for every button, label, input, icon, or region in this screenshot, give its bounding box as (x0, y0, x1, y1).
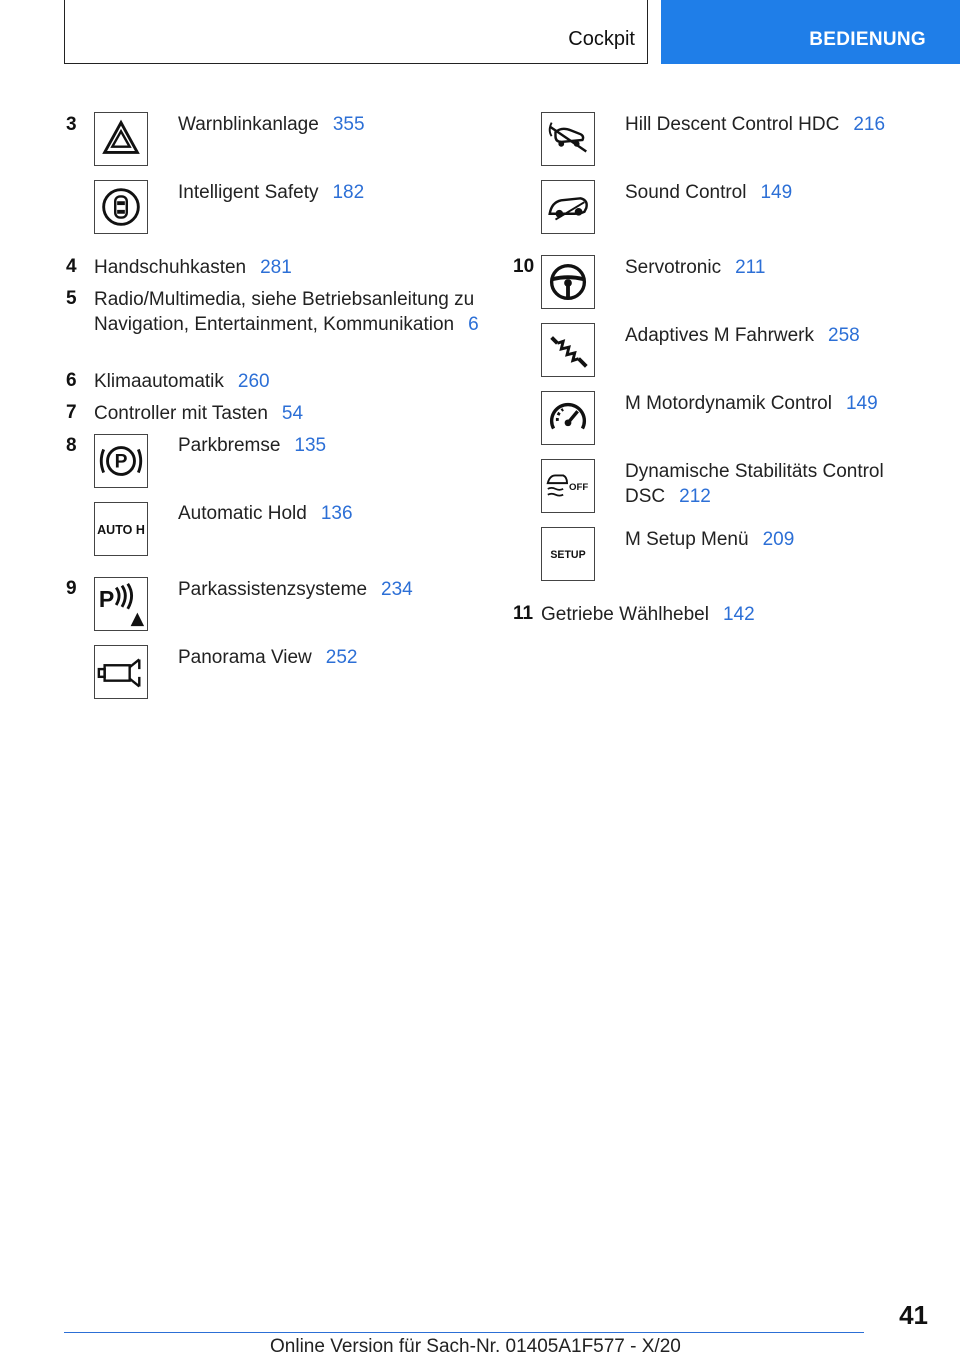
page-link[interactable]: 258 (828, 325, 860, 346)
entry-label: Getriebe Wählhebel (541, 604, 709, 625)
entry-label: Sound Control (625, 182, 747, 203)
entry-m-motordynamik-control (625, 391, 878, 416)
page-link[interactable]: 142 (722, 604, 755, 625)
hazard-triangle-icon (94, 112, 148, 166)
header-chapter-tab (661, 0, 960, 64)
page-link[interactable]: 211 (735, 257, 766, 278)
entry-label: Parkassistenzsysteme (178, 579, 368, 600)
entry-radio-multimedia (94, 287, 484, 337)
entry-m-setup-menu (625, 527, 794, 552)
item-number-10: 10 (513, 256, 535, 277)
footer-online-version: Online Version für Sach-Nr. 01405A1F577 - X/20 (270, 1336, 681, 1357)
sound-control-icon (541, 180, 595, 234)
item-number-4: 4 (66, 256, 77, 277)
page-link[interactable]: 6 (468, 314, 479, 335)
park-distance-letter: P (98, 585, 115, 612)
page-link[interactable]: 252 (325, 647, 358, 668)
auto-hold-icon (94, 502, 148, 556)
page-link[interactable]: 216 (853, 114, 886, 135)
entry-label: Adaptives M Fahrwerk (625, 325, 815, 346)
entry-label: Parkbremse (178, 435, 281, 456)
item-number-8: 8 (66, 435, 77, 456)
header-section-box (64, 0, 648, 64)
item-number-9: 9 (66, 578, 77, 599)
entry-label: Automatic Hold (178, 503, 307, 524)
page-link[interactable]: 234 (381, 579, 413, 600)
setup-button-icon (541, 527, 595, 581)
auto-hold-text: AUTO H (97, 522, 145, 537)
page-link[interactable]: 149 (760, 182, 793, 203)
speedometer-icon (541, 391, 595, 445)
parking-brake-icon (94, 434, 148, 488)
page-link[interactable]: 209 (762, 529, 795, 550)
entry-automatic-hold (178, 501, 353, 526)
item-number-3: 3 (66, 114, 77, 135)
item-number-11: 11 (513, 603, 534, 624)
page-link[interactable]: 355 (332, 114, 365, 135)
entry-warnblinkanlage (178, 112, 365, 137)
dsc-off-text: OFF (568, 481, 589, 493)
entry-handschuhkasten (94, 255, 292, 280)
page-link[interactable]: 260 (237, 371, 270, 392)
hill-descent-icon (541, 112, 595, 166)
entry-getriebe-waehlhebel (541, 602, 755, 627)
page-link[interactable]: 136 (320, 503, 353, 524)
panorama-view-icon (94, 645, 148, 699)
entry-label: Dynamische Stabilitäts Control DSC (625, 461, 884, 507)
parking-brake-letter: P (114, 451, 128, 473)
shock-absorber-icon (541, 323, 595, 377)
page-link[interactable]: 149 (845, 393, 878, 414)
item-number-6: 6 (66, 370, 77, 391)
entry-label: Radio/Multimedia, siehe Betriebsanleitung zu Navigation, Entertainment, Kommunikation (94, 289, 475, 335)
entry-panorama-view (178, 645, 357, 670)
page-link[interactable]: 212 (679, 486, 711, 507)
entry-label: Warnblinkanlage (178, 114, 319, 135)
entry-label: M Setup Menü (625, 529, 749, 550)
entry-parkbremse (178, 433, 326, 458)
car-top-view-icon (94, 180, 148, 234)
entry-adaptives-m-fahrwerk (625, 323, 860, 348)
entry-label: Klimaautomatik (94, 371, 224, 392)
page-number: 41 (899, 1300, 928, 1330)
entry-controller (94, 401, 303, 426)
entry-label: M Motordynamik Control (625, 393, 832, 414)
item-number-7: 7 (66, 402, 77, 423)
entry-label: Servotronic (625, 257, 722, 278)
park-distance-icon (94, 577, 148, 631)
entry-intelligent-safety (178, 180, 364, 205)
page-link[interactable]: 182 (332, 182, 365, 203)
entry-label: Intelligent Safety (178, 182, 319, 203)
entry-servotronic (625, 255, 765, 280)
entry-dynamische-stabilitaets-control (625, 459, 905, 509)
header-chapter-title: BEDIENUNG (809, 29, 926, 50)
entry-label: Panorama View (178, 647, 312, 668)
page-link[interactable]: 281 (260, 257, 292, 278)
page-link[interactable]: 135 (294, 435, 327, 456)
item-number-5: 5 (66, 288, 77, 309)
dsc-off-icon (541, 459, 595, 513)
entry-hill-descent-control (625, 112, 885, 137)
page-link[interactable]: 54 (281, 403, 304, 424)
steering-wheel-icon (541, 255, 595, 309)
entry-klimaautomatik (94, 369, 270, 394)
header-section-title: Cockpit (568, 28, 635, 50)
entry-label: Hill Descent Control HDC (625, 114, 840, 135)
entry-parkassistenzsysteme (178, 577, 413, 602)
footer-divider (64, 1332, 864, 1333)
setup-text: SETUP (550, 548, 586, 561)
entry-label: Controller mit Tasten (94, 403, 268, 424)
entry-label: Handschuhkasten (94, 257, 247, 278)
entry-sound-control (625, 180, 792, 205)
